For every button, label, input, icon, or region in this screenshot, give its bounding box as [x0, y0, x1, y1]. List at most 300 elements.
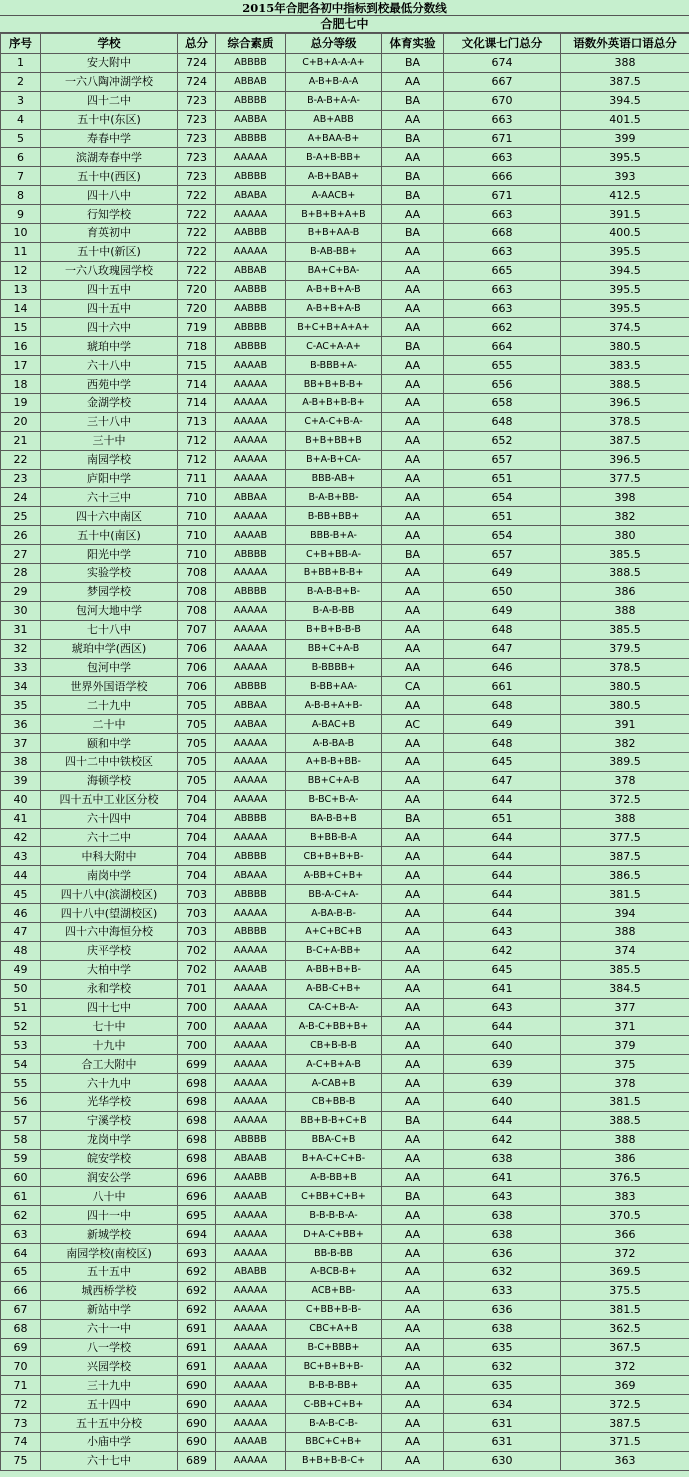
- cell-total: 722: [178, 224, 216, 243]
- cell-total: 710: [178, 545, 216, 564]
- cell-index: 64: [1, 1244, 41, 1263]
- cell-pe-lab: AA: [382, 526, 444, 545]
- cell-school: 六十九中: [41, 1074, 178, 1093]
- cell-grade: B-C+A-BB+: [286, 941, 382, 960]
- cell-quality: ABBBB: [216, 922, 286, 941]
- cell-school: 南园学校(南校区): [41, 1244, 178, 1263]
- cell-index: 58: [1, 1130, 41, 1149]
- table-row: [1, 186, 689, 205]
- cell-grade: C+B+BB-A-: [286, 545, 382, 564]
- col-header-grade: 总分等级: [286, 34, 382, 54]
- table-row: [1, 1074, 689, 1093]
- table-row: [1, 904, 689, 923]
- cell-index: 20: [1, 412, 41, 431]
- cell-core-total: 401.5: [561, 110, 689, 129]
- cell-core-total: 376.5: [561, 1168, 689, 1187]
- cell-quality: AAAAA: [216, 601, 286, 620]
- cell-school: 一六八陶冲湖学校: [41, 72, 178, 91]
- cell-grade: B+BB-B-A: [286, 828, 382, 847]
- cell-pe-lab: AA: [382, 431, 444, 450]
- cell-school: 六十三中: [41, 488, 178, 507]
- cell-core-total: 395.5: [561, 280, 689, 299]
- cell-quality: ABBBB: [216, 582, 286, 601]
- cell-total: 711: [178, 469, 216, 488]
- cell-pe-lab: AA: [382, 488, 444, 507]
- cell-total: 705: [178, 715, 216, 734]
- cell-quality: AAAAA: [216, 1017, 286, 1036]
- cell-pe-lab: AA: [382, 998, 444, 1017]
- cell-pe-lab: AA: [382, 1225, 444, 1244]
- cell-quality: AAAAA: [216, 1376, 286, 1395]
- cell-pe-lab: BA: [382, 809, 444, 828]
- cell-grade: A-BCB-B+: [286, 1263, 382, 1282]
- cell-core-total: 412.5: [561, 186, 689, 205]
- table-row: [1, 431, 689, 450]
- cell-pe-lab: AA: [382, 885, 444, 904]
- cell-total: 698: [178, 1092, 216, 1111]
- cell-school: 南园学校: [41, 450, 178, 469]
- cell-index: 66: [1, 1281, 41, 1300]
- cell-quality: AAAAA: [216, 979, 286, 998]
- cell-school: 滨湖寿春中学: [41, 148, 178, 167]
- cell-pe-lab: AC: [382, 715, 444, 734]
- cell-quality: ABBBB: [216, 129, 286, 148]
- cell-index: 38: [1, 752, 41, 771]
- cell-total: 691: [178, 1319, 216, 1338]
- table-row: [1, 941, 689, 960]
- cell-seven-subjects: 636: [444, 1244, 561, 1263]
- table-row: [1, 1300, 689, 1319]
- cell-pe-lab: BA: [382, 186, 444, 205]
- cell-school: 四十八中(滨湖校区): [41, 885, 178, 904]
- cell-pe-lab: AA: [382, 847, 444, 866]
- cell-index: 27: [1, 545, 41, 564]
- cell-core-total: 387.5: [561, 72, 689, 91]
- cell-pe-lab: AA: [382, 1149, 444, 1168]
- cell-quality: AAAAA: [216, 998, 286, 1017]
- cell-seven-subjects: 643: [444, 1187, 561, 1206]
- cell-pe-lab: AA: [382, 394, 444, 413]
- cell-quality: ABAAB: [216, 1149, 286, 1168]
- cell-total: 705: [178, 771, 216, 790]
- cell-quality: AAAAA: [216, 1281, 286, 1300]
- cell-grade: A+B-B+BB-: [286, 752, 382, 771]
- cell-core-total: 380: [561, 526, 689, 545]
- cell-pe-lab: AA: [382, 375, 444, 394]
- cell-quality: AAAAB: [216, 1187, 286, 1206]
- cell-core-total: 377: [561, 998, 689, 1017]
- cell-school: 四十五中: [41, 280, 178, 299]
- cell-core-total: 378: [561, 771, 689, 790]
- cell-index: 10: [1, 224, 41, 243]
- cell-pe-lab: AA: [382, 299, 444, 318]
- cell-seven-subjects: 632: [444, 1263, 561, 1282]
- cell-quality: AAAAA: [216, 904, 286, 923]
- cell-pe-lab: AA: [382, 356, 444, 375]
- cell-core-total: 389.5: [561, 752, 689, 771]
- cell-grade: A-BB+B+B-: [286, 960, 382, 979]
- cell-index: 24: [1, 488, 41, 507]
- cell-seven-subjects: 657: [444, 450, 561, 469]
- cell-total: 706: [178, 639, 216, 658]
- cell-core-total: 363: [561, 1451, 689, 1470]
- table-row: [1, 224, 689, 243]
- cell-quality: ABBBB: [216, 809, 286, 828]
- cell-index: 6: [1, 148, 41, 167]
- table-row: [1, 337, 689, 356]
- cell-quality: AAAAA: [216, 790, 286, 809]
- table-row: [1, 167, 689, 186]
- cell-core-total: 394.5: [561, 261, 689, 280]
- cell-pe-lab: BA: [382, 91, 444, 110]
- cell-school: 五十中(新区): [41, 242, 178, 261]
- cell-school: 琥珀中学: [41, 337, 178, 356]
- cell-total: 690: [178, 1433, 216, 1452]
- cell-pe-lab: AA: [382, 734, 444, 753]
- table-row: [1, 790, 689, 809]
- cell-index: 37: [1, 734, 41, 753]
- cell-seven-subjects: 661: [444, 677, 561, 696]
- cell-core-total: 372.5: [561, 1395, 689, 1414]
- cell-pe-lab: AA: [382, 922, 444, 941]
- table-row: [1, 1376, 689, 1395]
- cell-total: 692: [178, 1300, 216, 1319]
- table-row: [1, 318, 689, 337]
- table-row: [1, 564, 689, 583]
- cell-school: 兴园学校: [41, 1357, 178, 1376]
- table-row: [1, 809, 689, 828]
- cell-pe-lab: AA: [382, 639, 444, 658]
- cell-grade: B-BB+BB+: [286, 507, 382, 526]
- table-row: [1, 507, 689, 526]
- cell-core-total: 386.5: [561, 866, 689, 885]
- cell-school: 四十七中: [41, 998, 178, 1017]
- cell-quality: AAAAA: [216, 412, 286, 431]
- cell-seven-subjects: 643: [444, 922, 561, 941]
- cell-seven-subjects: 638: [444, 1319, 561, 1338]
- cell-school: 中科大附中: [41, 847, 178, 866]
- cell-seven-subjects: 652: [444, 431, 561, 450]
- cell-seven-subjects: 649: [444, 564, 561, 583]
- cell-quality: AAAAA: [216, 1357, 286, 1376]
- cell-pe-lab: AA: [382, 658, 444, 677]
- cell-total: 696: [178, 1187, 216, 1206]
- cell-core-total: 395.5: [561, 299, 689, 318]
- cell-quality: AAAAA: [216, 639, 286, 658]
- cell-pe-lab: AA: [382, 507, 444, 526]
- cell-seven-subjects: 640: [444, 1036, 561, 1055]
- cell-core-total: 388.5: [561, 1111, 689, 1130]
- cell-total: 722: [178, 242, 216, 261]
- cell-core-total: 380.5: [561, 696, 689, 715]
- cell-index: 52: [1, 1017, 41, 1036]
- table-row: [1, 1225, 689, 1244]
- cell-pe-lab: CA: [382, 677, 444, 696]
- cell-total: 723: [178, 129, 216, 148]
- cell-school: 南岗中学: [41, 866, 178, 885]
- cell-core-total: 381.5: [561, 885, 689, 904]
- cell-core-total: 379: [561, 1036, 689, 1055]
- cell-quality: AAAAA: [216, 1300, 286, 1319]
- cell-index: 72: [1, 1395, 41, 1414]
- cell-total: 700: [178, 1036, 216, 1055]
- cell-index: 63: [1, 1225, 41, 1244]
- cell-school: 实验学校: [41, 564, 178, 583]
- cell-grade: B-BBB+A-: [286, 356, 382, 375]
- table-row: [1, 1395, 689, 1414]
- cell-core-total: 396.5: [561, 394, 689, 413]
- cell-core-total: 375: [561, 1055, 689, 1074]
- cell-total: 723: [178, 167, 216, 186]
- col-header-total: 总分: [178, 34, 216, 54]
- cell-school: 七十八中: [41, 620, 178, 639]
- cell-index: 1: [1, 54, 41, 73]
- cell-school: 四十五中工业区分校: [41, 790, 178, 809]
- cell-pe-lab: AA: [382, 1206, 444, 1225]
- cell-quality: AAAAA: [216, 734, 286, 753]
- cell-school: 七十中: [41, 1017, 178, 1036]
- cell-school: 大柏中学: [41, 960, 178, 979]
- sheet-title: 2015年合肥各初中指标到校最低分数线: [0, 0, 689, 16]
- cell-core-total: 383.5: [561, 356, 689, 375]
- cell-quality: AABBB: [216, 280, 286, 299]
- cell-total: 710: [178, 488, 216, 507]
- cell-seven-subjects: 642: [444, 941, 561, 960]
- cell-grade: B+C+B+A+A+: [286, 318, 382, 337]
- cell-school: 宁溪学校: [41, 1111, 178, 1130]
- cell-core-total: 378.5: [561, 658, 689, 677]
- cell-pe-lab: AA: [382, 696, 444, 715]
- cell-total: 710: [178, 507, 216, 526]
- cell-core-total: 386: [561, 1149, 689, 1168]
- cell-school: 阳光中学: [41, 545, 178, 564]
- cell-quality: AAAAB: [216, 526, 286, 545]
- cell-grade: BBC+C+B+: [286, 1433, 382, 1452]
- cell-core-total: 384.5: [561, 979, 689, 998]
- cell-school: 八十中: [41, 1187, 178, 1206]
- cell-seven-subjects: 662: [444, 318, 561, 337]
- cell-school: 六十二中: [41, 828, 178, 847]
- cell-total: 698: [178, 1149, 216, 1168]
- cell-total: 698: [178, 1074, 216, 1093]
- cell-pe-lab: AA: [382, 148, 444, 167]
- cell-seven-subjects: 668: [444, 224, 561, 243]
- cell-core-total: 378.5: [561, 412, 689, 431]
- cell-index: 26: [1, 526, 41, 545]
- table-row: [1, 469, 689, 488]
- cell-school: 二十九中: [41, 696, 178, 715]
- cell-core-total: 387.5: [561, 1414, 689, 1433]
- cell-total: 708: [178, 601, 216, 620]
- cell-total: 704: [178, 790, 216, 809]
- cell-index: 41: [1, 809, 41, 828]
- cell-pe-lab: AA: [382, 1244, 444, 1263]
- cell-core-total: 381.5: [561, 1300, 689, 1319]
- cell-school: 西苑中学: [41, 375, 178, 394]
- cell-seven-subjects: 644: [444, 885, 561, 904]
- cell-index: 15: [1, 318, 41, 337]
- cell-grade: B-A-B+BB-: [286, 488, 382, 507]
- cell-total: 698: [178, 1130, 216, 1149]
- table-row: [1, 242, 689, 261]
- cell-index: 34: [1, 677, 41, 696]
- cell-school: 四十八中(望湖校区): [41, 904, 178, 923]
- cell-pe-lab: AA: [382, 960, 444, 979]
- cell-core-total: 387.5: [561, 847, 689, 866]
- cell-pe-lab: AA: [382, 601, 444, 620]
- cell-index: 4: [1, 110, 41, 129]
- cell-school: 海顿学校: [41, 771, 178, 790]
- cell-grade: A-B-C+BB+B+: [286, 1017, 382, 1036]
- cell-index: 70: [1, 1357, 41, 1376]
- cell-grade: BB+C+A-B: [286, 771, 382, 790]
- cell-total: 700: [178, 998, 216, 1017]
- cell-pe-lab: AA: [382, 828, 444, 847]
- cell-quality: ABBBB: [216, 54, 286, 73]
- cell-seven-subjects: 644: [444, 790, 561, 809]
- cell-pe-lab: AA: [382, 1433, 444, 1452]
- col-header-seven-subjects: 文化课七门总分: [444, 34, 561, 54]
- cell-school: 寿春中学: [41, 129, 178, 148]
- cell-index: 59: [1, 1149, 41, 1168]
- cell-seven-subjects: 646: [444, 658, 561, 677]
- cell-seven-subjects: 647: [444, 639, 561, 658]
- cell-grade: C+B+A-A-A+: [286, 54, 382, 73]
- cell-quality: AAAAA: [216, 469, 286, 488]
- cell-quality: AABBA: [216, 110, 286, 129]
- cell-total: 723: [178, 91, 216, 110]
- cell-grade: A-B-BA-B: [286, 734, 382, 753]
- cell-grade: A+BAA-B+: [286, 129, 382, 148]
- cell-core-total: 362.5: [561, 1319, 689, 1338]
- cell-seven-subjects: 671: [444, 186, 561, 205]
- cell-grade: BB-A-C+A-: [286, 885, 382, 904]
- cell-grade: C+A-C+B-A-: [286, 412, 382, 431]
- cell-seven-subjects: 630: [444, 1451, 561, 1470]
- cell-grade: AB+ABB: [286, 110, 382, 129]
- cell-pe-lab: AA: [382, 110, 444, 129]
- cell-total: 702: [178, 941, 216, 960]
- cell-school: 六十四中: [41, 809, 178, 828]
- cell-school: 三十八中: [41, 412, 178, 431]
- header-row: [1, 34, 689, 54]
- cell-grade: B-B-B-BB+: [286, 1376, 382, 1395]
- table-row: [1, 866, 689, 885]
- cell-index: 8: [1, 186, 41, 205]
- table-row: [1, 1149, 689, 1168]
- cell-index: 11: [1, 242, 41, 261]
- table-row: [1, 205, 689, 224]
- cell-school: 包河大地中学: [41, 601, 178, 620]
- cell-core-total: 394: [561, 904, 689, 923]
- cell-index: 3: [1, 91, 41, 110]
- cell-total: 700: [178, 1017, 216, 1036]
- cell-total: 705: [178, 696, 216, 715]
- table-row: [1, 979, 689, 998]
- table-row: [1, 91, 689, 110]
- cell-seven-subjects: 638: [444, 1225, 561, 1244]
- cell-quality: ABAAA: [216, 866, 286, 885]
- cell-seven-subjects: 674: [444, 54, 561, 73]
- cell-pe-lab: AA: [382, 1130, 444, 1149]
- table-row: [1, 280, 689, 299]
- cell-grade: C-BB+C+B+: [286, 1395, 382, 1414]
- cell-quality: AAAAA: [216, 431, 286, 450]
- cell-pe-lab: AA: [382, 866, 444, 885]
- cell-quality: AAAAA: [216, 1225, 286, 1244]
- table-row: [1, 1433, 689, 1452]
- cell-core-total: 380.5: [561, 337, 689, 356]
- cell-total: 703: [178, 922, 216, 941]
- cell-index: 67: [1, 1300, 41, 1319]
- cell-seven-subjects: 663: [444, 299, 561, 318]
- table-row: [1, 450, 689, 469]
- cell-seven-subjects: 670: [444, 91, 561, 110]
- cell-quality: AAABB: [216, 1168, 286, 1187]
- cell-core-total: 385.5: [561, 620, 689, 639]
- cell-total: 701: [178, 979, 216, 998]
- cell-school: 六十七中: [41, 1451, 178, 1470]
- table-row: [1, 488, 689, 507]
- cell-seven-subjects: 643: [444, 998, 561, 1017]
- cell-seven-subjects: 644: [444, 1111, 561, 1130]
- cell-seven-subjects: 648: [444, 696, 561, 715]
- cell-core-total: 372.5: [561, 790, 689, 809]
- cell-seven-subjects: 651: [444, 469, 561, 488]
- cell-index: 30: [1, 601, 41, 620]
- cell-core-total: 393: [561, 167, 689, 186]
- cell-school: 二十中: [41, 715, 178, 734]
- cell-quality: ABBBB: [216, 318, 286, 337]
- cell-school: 五十中(东区): [41, 110, 178, 129]
- cell-index: 53: [1, 1036, 41, 1055]
- cell-school: 四十六中: [41, 318, 178, 337]
- cell-seven-subjects: 671: [444, 129, 561, 148]
- table-row: [1, 545, 689, 564]
- table-row: [1, 412, 689, 431]
- cell-core-total: 375.5: [561, 1281, 689, 1300]
- cell-quality: AAAAA: [216, 1055, 286, 1074]
- cell-seven-subjects: 639: [444, 1055, 561, 1074]
- cell-quality: ABBBB: [216, 337, 286, 356]
- cell-quality: ABBBB: [216, 545, 286, 564]
- cell-school: 颐和中学: [41, 734, 178, 753]
- cell-total: 712: [178, 450, 216, 469]
- cell-index: 62: [1, 1206, 41, 1225]
- cell-seven-subjects: 649: [444, 601, 561, 620]
- cell-pe-lab: BA: [382, 1187, 444, 1206]
- cell-seven-subjects: 641: [444, 979, 561, 998]
- cell-quality: AAAAA: [216, 941, 286, 960]
- cell-pe-lab: AA: [382, 1036, 444, 1055]
- cell-total: 714: [178, 394, 216, 413]
- cell-total: 719: [178, 318, 216, 337]
- cell-total: 699: [178, 1055, 216, 1074]
- cell-school: 十九中: [41, 1036, 178, 1055]
- cell-core-total: 399: [561, 129, 689, 148]
- cell-total: 712: [178, 431, 216, 450]
- cell-quality: ABBAA: [216, 488, 286, 507]
- cell-pe-lab: AA: [382, 1338, 444, 1357]
- cell-seven-subjects: 644: [444, 828, 561, 847]
- cell-index: 47: [1, 922, 41, 941]
- cell-seven-subjects: 636: [444, 1300, 561, 1319]
- cell-seven-subjects: 654: [444, 488, 561, 507]
- cell-total: 722: [178, 205, 216, 224]
- cell-core-total: 369.5: [561, 1263, 689, 1282]
- cell-pe-lab: AA: [382, 979, 444, 998]
- cell-index: 44: [1, 866, 41, 885]
